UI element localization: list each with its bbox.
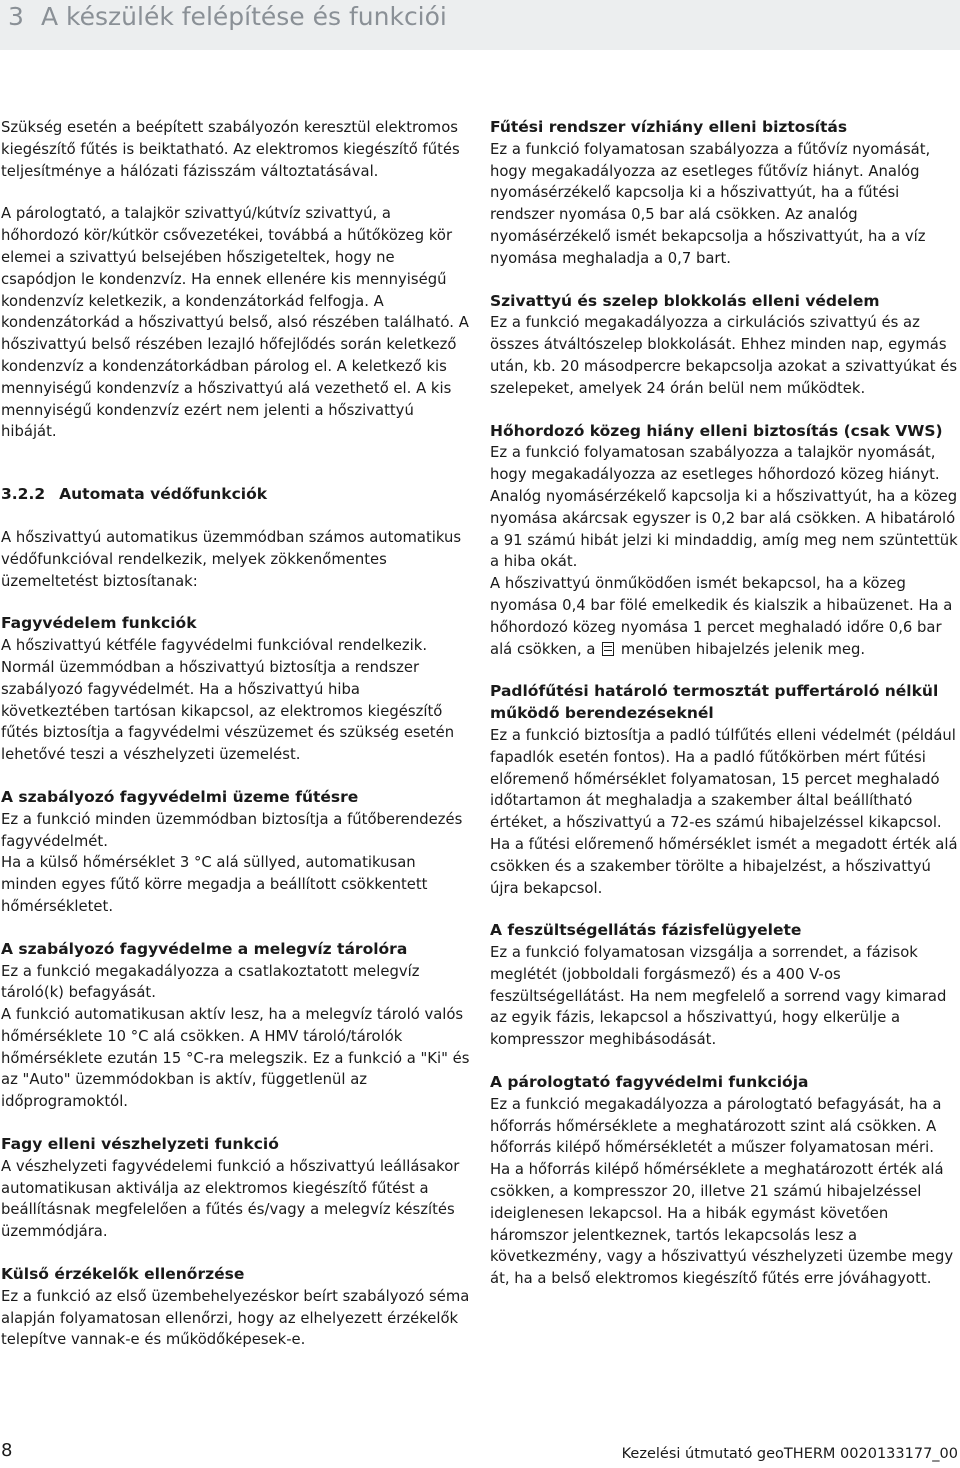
text-brine-shortage-1: Ez a funkció folyamatosan szabályozza a talajkör nyomását, hogy megakadályozza az esetleges hőhordozó közeg hiányt. Analóg nyomásérzékelő kapcsolja ki a hőszivattyút, ha a közeg nyomása akárcsak egyszer is 0,2 bar alá csökken. A hibatároló a 91 számú hibát jelzi ki mindaddig, amíg meg nem szüntettük a hiba okát. xyxy=(490,444,958,571)
heading-emergency-frost: Fagy elleni vészhelyzeti funkció xyxy=(1,1135,279,1154)
text-brine-shortage-2 xyxy=(490,573,958,660)
text-evaporator-frost: Ez a funkció megakadályozza a párologtató befagyását, ha a hőforrás hőmérséklete a meghatározott szint alá csökken. A hőforrás kilépő hőmérsékletét a műszer folyamatosan méri. Ha a hőforrás kilépő hőmérséklete a meghatározott érték alá csökken, a kompresszor 20, illetve 21 számú hibajelzéssel ideiglenesen lekapcsol. Ha a hibák egymást követően háromszor jelentkeznek, tartós lekapcsolás lesz a következmény, vagy a hőszivattyú vészhelyzeti üzembe megy át, ha a belső elektromos kiegészítő fűtés erre jóváhagyott. xyxy=(490,1095,954,1288)
document-title: Kezelési útmutató geoTHERM 0020133177_00 xyxy=(621,1446,958,1462)
paragraph-condensate: A párologtató, a talajkör szivattyú/kútvíz szivattyú, a hőhordozó kör/kútkör csővezetékei, továbbá a hűtőközeg kör elemei a szivattyú belsejében hőszigeteltek, hogy ne csapódjon le kondenzvíz. Ha ennek ellenére kis mennyiségű kondenzvíz keletkezik, a kondenzátorkád felfogja. A kondenzátorkád a hőszivattyú belső, alsó részében található. A hőszivattyú belső részében lezajló hőfejlődés során keletkező kondenzvíz a kondenzátorkádban párolog el. A keletkező kis mennyiségű kondenzvíz a hőszivattyú alá vezethető el. A kis mennyiségű kondenzvíz ezért nem jelenti a hőszivattyú hibáját. xyxy=(1,205,469,441)
text-emergency-frost: A vészhelyzeti fagyvédelemi funkció a hőszivattyú leállásakor automatikusan aktiválja az elektromos kiegészítő fűtést a beállításnak megfelelően a fűtés és/vagy a melegvíz készítés üzemmódjára. xyxy=(1,1157,460,1241)
heading-floor-thermostat: Padlófűtési határoló termosztát puffertároló nélkül működő berendezéseknél xyxy=(490,682,939,723)
heading-external-sensors: Külső érzékelők ellenőrzése xyxy=(1,1265,245,1284)
heading-phase-monitoring: A feszültségellátás fázisfelügyelete xyxy=(490,921,802,940)
page-number: 8 xyxy=(1,1440,13,1461)
section-number: 3.2.2 xyxy=(1,485,46,504)
heading-controller-frost-heating: A szabályozó fagyvédelmi üzeme fűtésre xyxy=(1,787,359,806)
text-controller-frost-heating-2: Ha a külső hőmérséklet 3 °C alá süllyed, automatikusan minden egyes fűtő körre megadja a beállított csökkentett hőmérsékletet. xyxy=(1,854,428,915)
menu-icon xyxy=(602,642,614,656)
heading-brine-shortage: Hőhordozó közeg hiány elleni biztosítás (csak VWS) xyxy=(490,421,943,440)
left-column xyxy=(1,117,471,1351)
heading-evaporator-frost: A párologtató fagyvédelmi funkciója xyxy=(490,1073,809,1092)
text-external-sensors: Ez a funkció az első üzembehelyezéskor beírt szabályozó séma alapján folyamatosan ellenőrzi, hogy az elhelyezett érzékelők telepítve vannak-e és működőképesek-e. xyxy=(1,1287,470,1349)
text-pump-valve-blocking: Ez a funkció megakadályozza a cirkulációs szivattyú és az összes átváltószelep blokkolását. Ehhez minden nap, egymás után, kb. 20 másodpercre bekapcsolja azokat a szivattyúkat és szelepeket, amelyek 24 órán belül nem működtek. xyxy=(490,314,958,397)
text-water-shortage: Ez a funkció folyamatosan szabályozza a fűtővíz nyomását, hogy megakadályozza az esetleges fűtővíz hiányt. Analóg nyomásérzékelő kapcsolja ki a hőszivattyút, ha a fűtési rendszer nyomása 0,5 bar alá csökken. Az analóg nyomásérzékelő ismét bekapcsolja a hőszivattyút, ha a víz nyomása meghaladja a 0,7 bart. xyxy=(490,140,931,267)
paragraph-electric-heating: Szükség esetén a beépített szabályozón keresztül elektromos kiegészítő fűtés is beiktatható. Az elektromos kiegészítő fűtés teljesítménye a hálózati fázisszám változtatásával. xyxy=(1,119,460,180)
text-floor-thermostat: Ez a funkció biztosítja a padló túlfűtés elleni védelmét (például fapadlók esetén fontos). Ha a padló fűtőkörben mért fűtési előremenő hőmérséklet folyamatosan, 15 percet meghaladó időtartamon át meghaladja a szakember által beállítható értéket, a hőszivattyú a 72-es számú hibajelzéssel kikapcsol. Ha a fűtési előremenő hőmérséklet ismét a megadott érték alá csökken és a szakember törölte a hibajelzést, a hőszivattyú újra bekapcsol. xyxy=(490,726,958,897)
heading-pump-valve-blocking: Szivattyú és szelep blokkolás elleni védelem xyxy=(490,291,880,310)
text-controller-frost-dhw-2: A funkció automatikusan aktív lesz, ha a melegvíz tároló valós hőmérséklete 10 °C alá csökken. A HMV tároló/tárolók hőmérséklete ezután 15 °C-ra melegszik. Ez a funkció a "Ki" és az "Auto" üzemmódokban is aktív, függetlenül az időprogramoktól. xyxy=(1,1006,470,1111)
chapter-header-band xyxy=(0,0,960,50)
section-heading xyxy=(1,484,471,506)
text-controller-frost-heating-1: Ez a funkció minden üzemmódban biztosítja a fűtőberendezés fagyvédelmét. xyxy=(1,810,463,850)
section-intro: A hőszivattyú automatikus üzemmódban számos automatikus védőfunkcióval rendelkezik, melyek zökkenőmentes üzemeltetést biztosítanak: xyxy=(1,528,462,590)
section-title: Automata védőfunkciók xyxy=(59,485,268,504)
text-controller-frost-dhw-1: Ez a funkció megakadályozza a csatlakoztatott melegvíz tároló(k) befagyását. xyxy=(1,962,420,1002)
right-column xyxy=(490,117,958,1290)
chapter-number: 3 xyxy=(8,2,24,31)
heading-water-shortage: Fűtési rendszer vízhiány elleni biztosítás xyxy=(490,118,848,136)
chapter-title: A készülék felépítése és funkciói xyxy=(41,2,447,31)
heading-frost-protection: Fagyvédelem funkciók xyxy=(1,614,197,633)
text-brine-shortage-2b: menüben hibajelzés jelenik meg. xyxy=(620,640,866,658)
heading-controller-frost-dhw: A szabályozó fagyvédelme a melegvíz tárolóra xyxy=(1,939,408,958)
text-brine-shortage-2a: A hőszivattyú önműködően ismét bekapcsol, ha a közeg nyomása 0,4 bar fölé emelkedik és kialszik a hibaüzenet. Ha a hőhordozó közeg nyomása 1 percet meghaladó időre 0,6 bar alá csökken, a xyxy=(490,575,953,658)
text-frost-protection: A hőszivattyú kétféle fagyvédelmi funkcióval rendelkezik. Normál üzemmódban a hőszivattyú biztosítja a rendszer szabályozó fagyvédelmét. Ha a hőszivattyú hiba következtében tartósan kikapcsol, az elektromos kiegészítő fűtés biztosítja a fagyvédelmi vészüzemet és szükség esetén lehetővé teszi a vészhelyzeti üzemelést. xyxy=(1,637,455,764)
text-phase-monitoring: Ez a funkció folyamatosan vizsgálja a sorrendet, a fázisok meglétét (jobboldali forgásmező) és a 400 V-os feszültségellátást. Ha nem megfelelő a sorrend vagy kimarad az egyik fázis, lekapcsol a hőszivattyú, hogy elkerülje a kompresszor meghibásodását. xyxy=(490,944,947,1049)
